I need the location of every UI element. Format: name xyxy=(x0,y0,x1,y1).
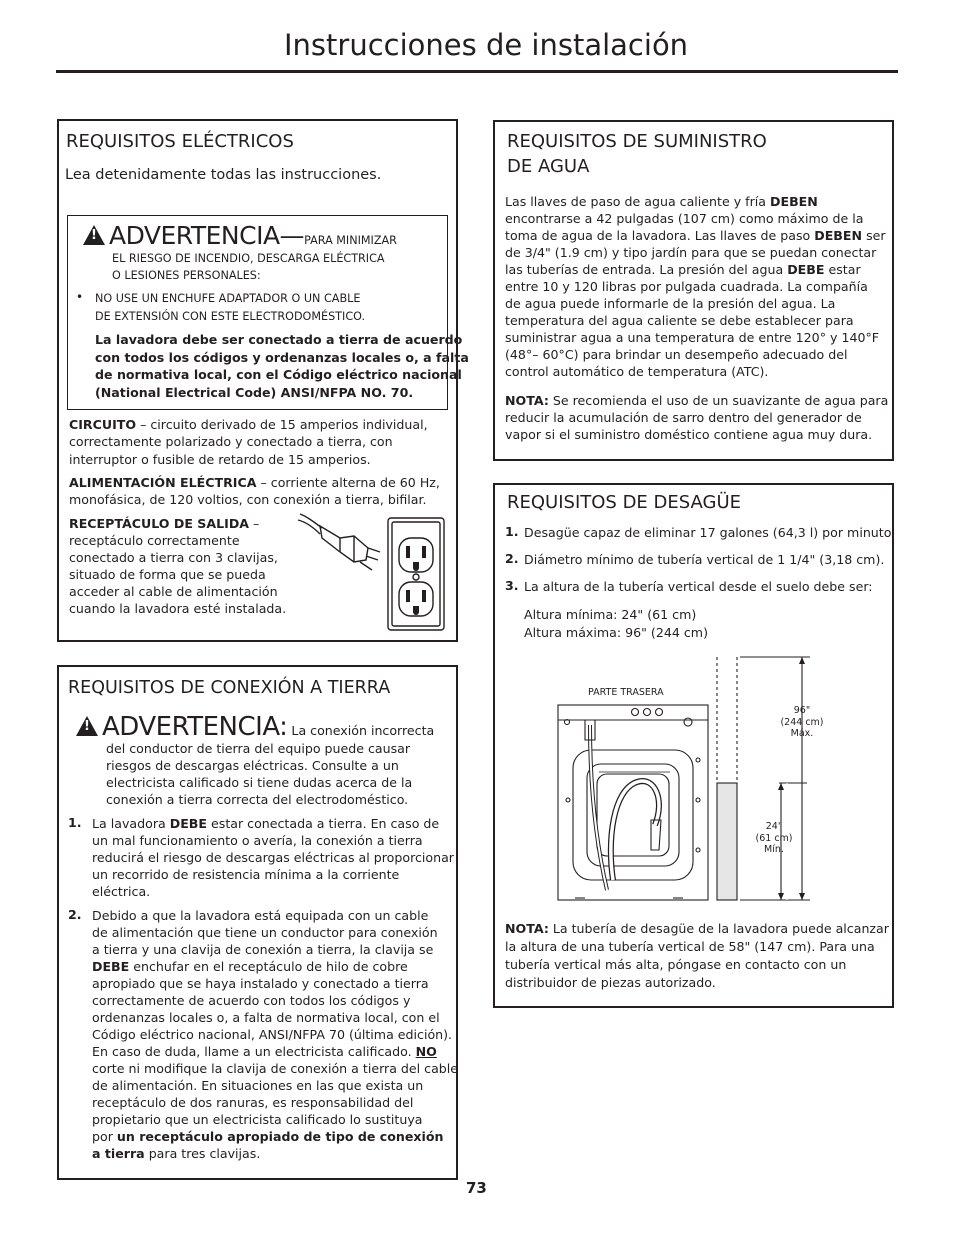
water-text: Las llaves de paso de agua caliente y fría xyxy=(505,194,771,209)
outlet-line: – xyxy=(249,516,260,531)
grounding-notice-line: La lavadora debe ser conectado a tierra de acuerdo xyxy=(95,332,463,347)
water-heading-line: DE AGUA xyxy=(507,156,590,177)
water-text: estar xyxy=(824,262,861,277)
water-line: temperatura del agua caliente se debe establecer para xyxy=(505,313,854,328)
list-number: 2. xyxy=(68,907,82,922)
warning-line: EL RIESGO DE INCENDIO, DESCARGA ELÉCTRICA xyxy=(112,252,385,265)
item-line: de alimentación que tiene un conductor para conexión xyxy=(92,925,438,940)
item-line xyxy=(92,1043,437,1060)
page-title: Instrucciones de instalación xyxy=(284,28,689,62)
washer-body xyxy=(558,705,708,900)
warning-line: La conexión incorrecta xyxy=(287,723,435,738)
water-line: entre 10 y 120 libras por pulgada cuadrada. La compañía xyxy=(505,279,868,294)
grounding-notice-line: de normativa local, con el Código eléctrico nacional xyxy=(95,367,462,382)
drain-item: Desagüe capaz de eliminar 17 galones (64,3 l) por minuto. xyxy=(524,525,896,540)
water-note-line: reducir la acumulación de sarro dentro del generador de xyxy=(505,410,862,425)
outlet-line: acceder al cable de alimentación xyxy=(69,584,278,599)
electrical-intro: Lea detenidamente todas las instrucciones. xyxy=(65,167,382,183)
item-line xyxy=(92,1128,444,1145)
item-text: para tres clavijas. xyxy=(144,1146,261,1161)
grounding-heading: REQUISITOS DE CONEXIÓN A TIERRA xyxy=(68,678,391,698)
standpipe xyxy=(717,783,737,900)
item-text: enchufar en el receptáculo de hilo de cobre xyxy=(129,959,408,974)
outlet-line: cuando la lavadora esté instalada. xyxy=(69,601,287,616)
water-line: de agua puede informarle de la presión del agua. La xyxy=(505,296,836,311)
water-text: ser xyxy=(862,228,886,243)
item-bold: un receptáculo apropiado de tipo de conexión xyxy=(116,1129,444,1144)
warning-triangle-icon xyxy=(83,225,105,245)
warning-line: O LESIONES PERSONALES: xyxy=(112,269,261,282)
circuit-label: CIRCUITO xyxy=(69,417,137,432)
max-label-line: 96" xyxy=(793,705,811,716)
note-text: Se recomienda el uso de un suavizante de agua para xyxy=(548,393,889,408)
note-text: La tubería de desagüe de la lavadora puede alcanzar xyxy=(548,921,889,936)
water-bold: DEBEN xyxy=(814,228,863,243)
hose-loop xyxy=(611,781,659,880)
item-text: por xyxy=(92,1129,117,1144)
item-line: a tierra y una clavija de conexión a tierra, la clavija se xyxy=(92,942,434,957)
power-label: ALIMENTACIÓN ELÉCTRICA xyxy=(69,475,257,490)
water-note xyxy=(505,392,888,409)
circuit-line: interruptor o fusible de retardo de 15 amperios. xyxy=(69,452,371,467)
item-line: receptáculo de dos ranuras, es responsabilidad del xyxy=(92,1095,414,1110)
drain-note-line: tubería vertical más alta, póngase en contacto con un xyxy=(505,957,847,972)
item-line: de alimentación. En situaciones en las que exista un xyxy=(92,1078,424,1093)
washer-rear-illustration xyxy=(555,650,825,905)
bullet-icon: • xyxy=(76,290,84,304)
water-line xyxy=(505,193,818,210)
min-label-line: Mín. xyxy=(764,844,784,855)
item-text: estar conectada a tierra. En caso de xyxy=(207,816,440,831)
water-line xyxy=(505,261,861,278)
warning-triangle-icon xyxy=(76,716,98,736)
outlet-text xyxy=(69,515,259,532)
note-label: NOTA: xyxy=(505,393,549,408)
grounding-notice-line: con todos los códigos y ordenanzas locales o, a falta xyxy=(95,350,469,365)
electrical-heading: REQUISITOS ELÉCTRICOS xyxy=(66,131,294,152)
item-bold: DEBE xyxy=(169,816,207,831)
item-line: un mal funcionamiento o avería, la conexión a tierra xyxy=(92,833,423,848)
warning-line: riesgos de descargas eléctricas. Consulte a un xyxy=(106,758,399,773)
drain-item: La altura de la tubería vertical desde el suelo debe ser: xyxy=(524,579,873,594)
water-line: de 3/4" (1.9 cm) y tipo jardín para que se puedan conectar xyxy=(505,245,877,260)
water-bold: DEBEN xyxy=(770,194,818,209)
item-line: corte ni modifique la clavija de conexión a tierra del cable xyxy=(92,1061,459,1076)
water-line xyxy=(505,227,886,244)
min-label-line: 24" xyxy=(765,821,783,832)
item-bold: a tierra xyxy=(92,1146,145,1161)
item-bold: NO xyxy=(415,1044,437,1059)
power-text xyxy=(69,474,440,491)
power-line: monofásica, de 120 voltios, con conexión a tierra, bifilar. xyxy=(69,492,427,507)
list-number: 1. xyxy=(68,815,82,830)
item-line: ordenanzas locales o, a falta de normativa local, con el xyxy=(92,1010,440,1025)
warning-line: del conductor de tierra del equipo puede causar xyxy=(106,741,411,756)
warning-line: conexión a tierra correcta del electrodoméstico. xyxy=(106,792,409,807)
grounding-item-1 xyxy=(92,815,439,832)
plug-body xyxy=(320,526,368,562)
min-label xyxy=(748,821,800,856)
drain-item: Diámetro mínimo de tubería vertical de 1 1/4" (3,18 cm). xyxy=(524,552,885,567)
bullet-line: DE EXTENSIÓN CON ESTE ELECTRODOMÉSTICO. xyxy=(95,310,366,323)
drain-heading: REQUISITOS DE DESAGÜE xyxy=(507,492,742,513)
item-line: reducirá el riesgo de descargas eléctricas al proporcionar xyxy=(92,850,454,865)
water-line: control automático de temperatura (ATC). xyxy=(505,364,769,379)
rear-label: PARTE TRASERA xyxy=(588,687,664,698)
item-line: eléctrica. xyxy=(92,884,151,899)
grounding-notice-line: (National Electrical Code) ANSI/NFPA NO. 70. xyxy=(95,385,414,400)
item-bold: DEBE xyxy=(92,959,130,974)
water-text: las tuberías de entrada. La presión del agua xyxy=(505,262,788,277)
water-line: (48°– 60°C) para brindar un desempeño adecuado del xyxy=(505,347,848,362)
circuit-text xyxy=(69,416,428,433)
item-line: Código eléctrico nacional, ANSI/NFPA 70 (última edición). xyxy=(92,1027,453,1042)
outlet-line: receptáculo correctamente xyxy=(69,533,240,548)
water-line: encontrarse a 42 pulgadas (107 cm) como máximo de la xyxy=(505,211,864,226)
water-text: toma de agua de la lavadora. Las llaves de paso xyxy=(505,228,815,243)
item-line: apropiado que se haya instalado y conectado a tierra xyxy=(92,976,429,991)
water-bold: DEBE xyxy=(787,262,825,277)
list-number: 3. xyxy=(505,578,519,593)
note-label: NOTA: xyxy=(505,921,549,936)
list-number: 1. xyxy=(505,524,519,539)
warning-word: ADVERTENCIA— xyxy=(109,221,305,250)
water-heading-line: REQUISITOS DE SUMINISTRO xyxy=(507,131,767,152)
max-label xyxy=(776,705,828,740)
circuit-line: correctamente polarizado y conectado a tierra, con xyxy=(69,434,393,449)
water-line: suministrar agua a una temperatura de entre 120° y 140°F xyxy=(505,330,880,345)
max-label-line: (244 cm) xyxy=(780,716,824,728)
item-text: En caso de duda, llame a un electricista calificado. xyxy=(92,1044,416,1059)
item-line xyxy=(92,958,408,975)
min-height-text: Altura mínima: 24" (61 cm) xyxy=(524,607,697,622)
plug-outlet-illustration xyxy=(296,508,448,634)
power-line: – corriente alterna de 60 Hz, xyxy=(256,475,440,490)
circuit-line: – circuito derivado de 15 amperios individual, xyxy=(136,417,428,432)
item-line: correctamente de acuerdo con todos los códigos y xyxy=(92,993,411,1008)
item-line xyxy=(92,1145,260,1162)
outlet-label: RECEPTÁCULO DE SALIDA xyxy=(69,516,250,531)
warning-word: ADVERTENCIA: xyxy=(102,712,288,742)
item-line: propietario que un electricista calificado lo sustituya xyxy=(92,1112,423,1127)
bullet-line: NO USE UN ENCHUFE ADAPTADOR O UN CABLE xyxy=(95,292,361,305)
outlet-line: situado de forma que se pueda xyxy=(69,567,266,582)
max-height-text: Altura máxima: 96" (244 cm) xyxy=(524,625,708,640)
min-label-line: (61 cm) xyxy=(755,832,793,844)
title-divider xyxy=(56,70,898,73)
drain-note xyxy=(505,920,889,937)
max-label-line: Máx. xyxy=(790,728,814,739)
warning-line: electricista calificado si tiene dudas acerca de la xyxy=(106,775,413,790)
item-line: un recorrido de resistencia mínima a la corriente xyxy=(92,867,400,882)
drain-note-line: distribuidor de piezas autorizado. xyxy=(505,975,716,990)
list-number: 2. xyxy=(505,551,519,566)
drain-note-line: la altura de una tubería vertical de 58" (147 cm). Para una xyxy=(505,939,875,954)
item-line: Debido a que la lavadora está equipada con un cable xyxy=(92,908,429,923)
water-note-line: vapor si el suministro doméstico contiene agua muy dura. xyxy=(505,427,873,442)
outlet-line: conectado a tierra con 3 clavijas, xyxy=(69,550,278,565)
page-number: 73 xyxy=(466,1179,487,1197)
item-text: La lavadora xyxy=(92,816,170,831)
warning-lead: PARA MINIMIZAR xyxy=(304,234,397,247)
